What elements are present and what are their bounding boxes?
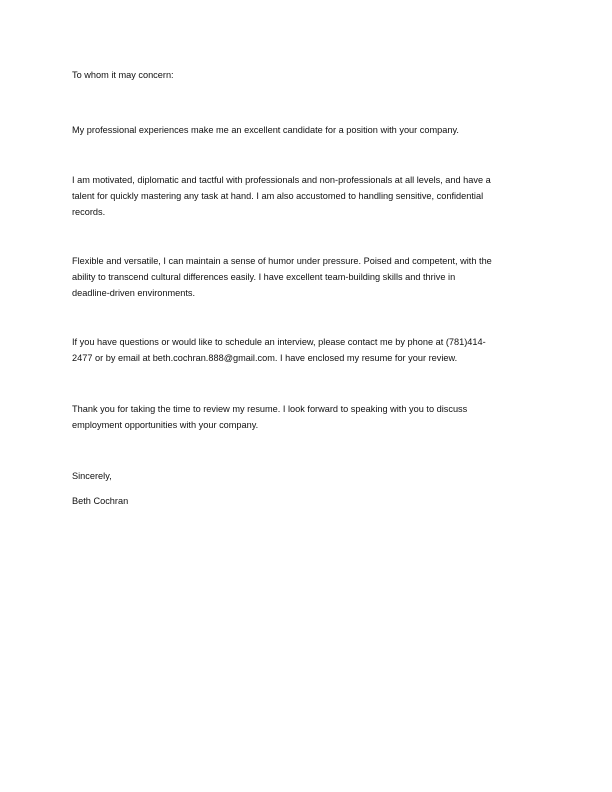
paragraph-line: My professional experiences make me an excellent candidate for a position with your company. xyxy=(72,125,459,135)
paragraph-line: Flexible and versatile, I can maintain a sense of humor under pressure. Poised and competent, with the xyxy=(72,256,492,266)
paragraph-line: talent for quickly mastering any task at hand. I am also accustomed to handling sensitive, confidential xyxy=(72,191,484,201)
paragraph-line: employment opportunities with your company. xyxy=(72,420,259,430)
signature-name: Beth Cochran xyxy=(72,496,129,506)
salutation: To whom it may concern: xyxy=(72,70,174,80)
paragraph-line: ability to transcend cultural differences easily. I have excellent team-building skills and thrive in xyxy=(72,272,456,282)
paragraph-line: I am motivated, diplomatic and tactful with professionals and non-professionals at all levels, and have a xyxy=(72,175,491,185)
paragraph-line: 2477 or by email at beth.cochran.888@gmail.com. I have enclosed my resume for your review. xyxy=(72,353,458,363)
paragraph-line: deadline-driven environments. xyxy=(72,288,196,298)
paragraph-line: If you have questions or would like to schedule an interview, please contact me by phone at (781)414- xyxy=(72,337,486,347)
paragraph-line: Thank you for taking the time to review my resume. I look forward to speaking with you to discuss xyxy=(72,404,468,414)
paragraph-line: records. xyxy=(72,207,106,217)
closing: Sincerely, xyxy=(72,471,112,481)
